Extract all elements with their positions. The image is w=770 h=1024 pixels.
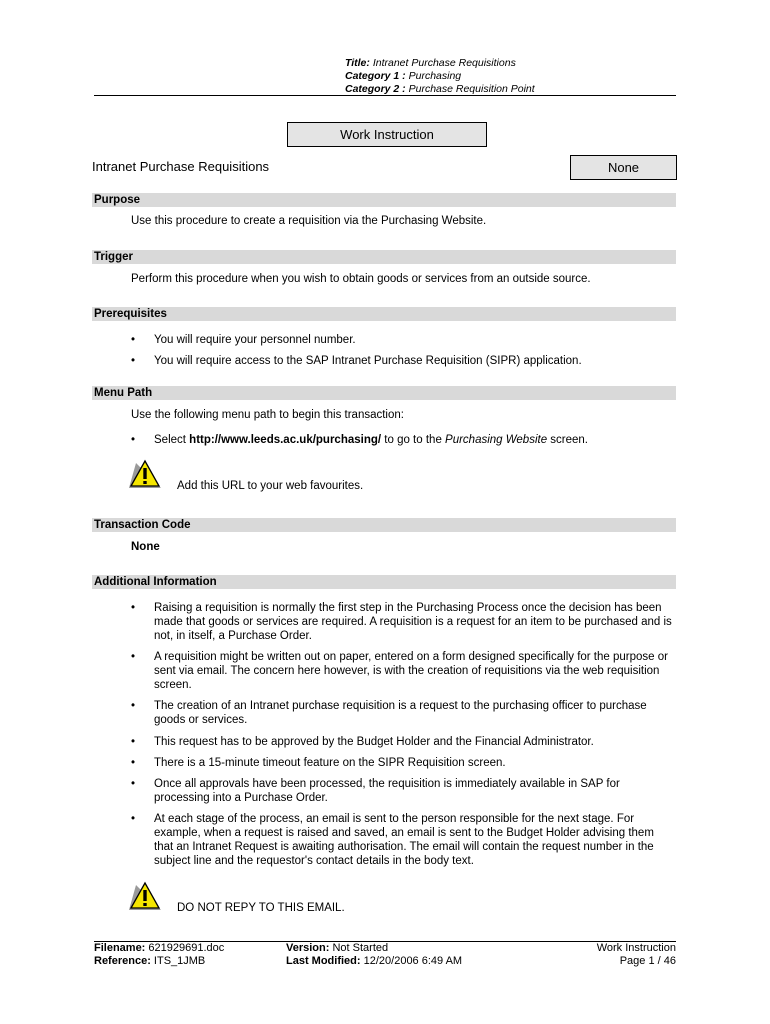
header-category-2: Category 2 : Purchase Requisition Point (345, 83, 535, 95)
document-header (345, 57, 535, 96)
bullet: • (131, 602, 136, 614)
document-type-box: Work Instruction (287, 122, 487, 147)
status-box: None (570, 155, 677, 180)
bullet: • (131, 700, 136, 712)
bullet: • (131, 334, 136, 346)
header-divider (94, 95, 676, 96)
section-heading-trigger: Trigger (92, 250, 676, 264)
menu-path-step: Select http://www.leeds.ac.uk/purchasing/ to go to the Purchasing Website screen. (154, 434, 589, 446)
footer-middle (286, 942, 462, 968)
additional-item: There is a 15-minute timeout feature on the SIPR Requisition screen. (154, 757, 506, 769)
additional-item: At each stage of the process, an email is sent to the person responsible for the next stage. For example, when a request is raised and saved, an email is sent to the Budget Holder advising them that an Intranet Request is awaiting authorisation. The email will contain the request number in the subject line and the requestor's contact details in the body text. (154, 813, 654, 867)
additional-item: Raising a requisition is normally the first step in the Purchasing Process once the decision has been made that goods or services are required. A requisition is a request for an item to be purchased and is not, in itself, a Purchase Order. (154, 602, 672, 642)
section-heading-transaction-code: Transaction Code (92, 518, 676, 532)
section-heading-menu-path: Menu Path (92, 386, 676, 400)
bullet: • (131, 434, 136, 446)
bullet: • (131, 651, 136, 663)
header-category-1: Category 1 : Purchasing (345, 70, 462, 82)
additional-item: This request has to be approved by the Budget Holder and the Financial Administrator. (154, 736, 594, 748)
additional-item: A requisition might be written out on paper, entered on a form designed specifically for the purpose or sent via email. The concern here however, is with the creation of requisitions via the web requisition screen. (154, 651, 668, 691)
trigger-text: Perform this procedure when you wish to obtain goods or services from an outside source. (131, 273, 591, 285)
warning-icon (127, 458, 163, 492)
additional-item: The creation of an Intranet purchase requisition is a request to the purchasing officer to purchase goods or services. (154, 700, 647, 726)
prerequisite-item: You will require your personnel number. (154, 334, 356, 346)
footer-version: Version: Not Started (286, 942, 389, 954)
footer-filename: Filename: 621929691.doc (94, 942, 225, 954)
purpose-text: Use this procedure to create a requisition via the Purchasing Website. (131, 215, 487, 227)
section-heading-purpose: Purpose (92, 193, 676, 207)
bullet: • (131, 778, 136, 790)
document-title: Intranet Purchase Requisitions (92, 159, 270, 174)
additional-note: DO NOT REPY TO THIS EMAIL. (177, 902, 345, 914)
footer-doc-type: Work Instruction (596, 942, 676, 954)
bullet: • (131, 757, 136, 769)
menu-path-intro: Use the following menu path to begin this transaction: (131, 409, 404, 421)
transaction-code-value: None (131, 541, 160, 553)
bullet: • (131, 736, 136, 748)
footer-reference: Reference: ITS_1JMB (94, 955, 206, 967)
footer-last-modified: Last Modified: 12/20/2006 6:49 AM (286, 955, 463, 967)
footer-page-number: Page 1 / 46 (619, 955, 676, 967)
bullet: • (131, 355, 136, 367)
menu-path-note: Add this URL to your web favourites. (177, 480, 364, 492)
footer-left (94, 942, 224, 968)
warning-icon (127, 880, 163, 914)
bullet: • (131, 813, 136, 825)
footer-right (476, 942, 676, 968)
prerequisite-item: You will require access to the SAP Intranet Purchase Requisition (SIPR) application. (154, 355, 582, 367)
header-title: Title: Intranet Purchase Requisitions (345, 57, 516, 69)
purchasing-url-link[interactable]: http://www.leeds.ac.uk/purchasing/ (189, 434, 382, 446)
additional-item: Once all approvals have been processed, the requisition is immediately available in SAP for processing into a Purchase Order. (154, 778, 620, 804)
section-heading-prerequisites: Prerequisites (92, 307, 676, 321)
section-heading-additional-information: Additional Information (92, 575, 676, 589)
